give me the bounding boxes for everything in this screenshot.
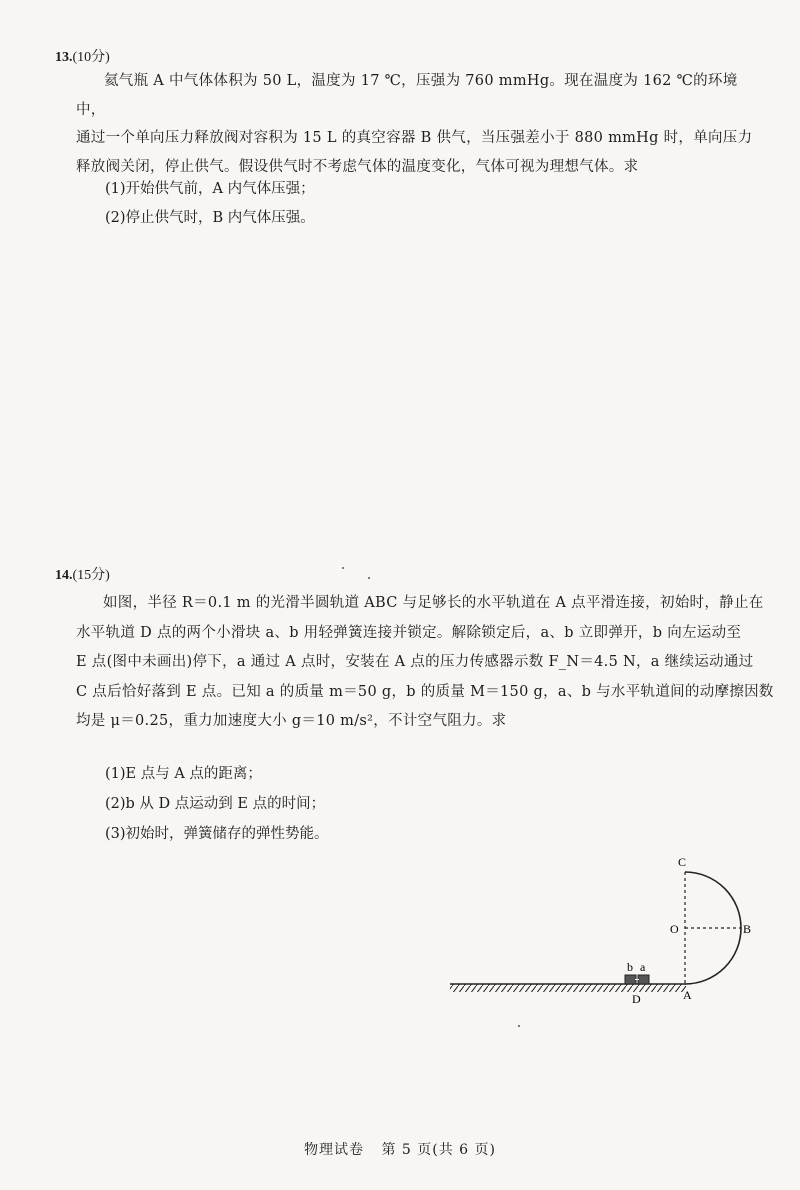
label-C: C [678,855,687,869]
block-a [638,975,649,984]
label-A: A [683,988,692,1002]
ground-hatch [450,984,686,992]
page-footer [0,1139,800,1159]
q13-sub-1: (1)开始供气前，A 内气体压强； [105,181,315,197]
q13-paragraph [76,67,766,181]
label-b: b [627,960,633,974]
q14-line-2: 水平轨道 D 点的两个小滑块 a、b 用轻弹簧连接并锁定。解除锁定后，a、b 立即弹开，b 向左运动至 [76,624,742,641]
scan-speck [342,567,344,569]
q14-line-1: 如图，半径 R＝0.1 m 的光滑半圆轨道 ABC 与足够长的水平轨道在 A 点平滑连接，初始时，静止在 [103,595,764,611]
footer-subject: 物理试卷 [304,1142,364,1158]
label-B: B [743,922,752,936]
q14-sub-1: (1)E 点与 A 点的距离； [105,766,262,782]
scan-speck [518,1025,520,1027]
label-D: D [632,992,641,1006]
footer-page-number: 第 5 页(共 6 页) [381,1142,496,1158]
block-b [625,975,636,984]
q14-sub-3: (3)初始时，弹簧储存的弹性势能。 [105,826,329,842]
q14-paragraph [76,589,776,737]
q14-line-4: C 点后恰好落到 E 点。已知 a 的质量 m＝50 g，b 的质量 M＝150 g，a、b 与水平轨道间的动摩擦因数 [76,683,774,700]
scan-speck [368,577,370,579]
q13-points: (10分) [72,50,110,65]
q13-line-3: 释放阀关闭，停止供气。假设供气时不考虑气体的温度变化，气体可视为理想气体。求 [76,158,639,175]
q13-line-1: 氦气瓶 A 中气体体积为 50 L，温度为 17 ℃，压强为 760 mmHg。现在温度为 162 ℃的环境中， [76,73,738,118]
track-diagram [440,850,770,1020]
q14-sub-2: (2)b 从 D 点运动到 E 点的时间； [105,796,326,812]
q14-line-3: E 点(图中未画出)停下，a 通过 A 点时，安装在 A 点的压力传感器示数 F_N＝4.5 N，a 继续运动通过 [76,654,754,670]
q13-header [55,46,110,66]
q14-header [55,564,110,584]
q13-sub-2: (2)停止供气时，B 内气体压强。 [105,210,315,226]
label-a: a [640,960,646,974]
q14-number: 14. [55,568,73,583]
label-O: O [670,922,679,936]
q13-line-2: 通过一个单向压力释放阀对容积为 15 L 的真空容器 B 供气，当压强差小于 880 mmHg 时，单向压力 [76,130,753,146]
q14-points: (15分) [72,568,110,583]
q14-line-5: 均是 μ＝0.25，重力加速度大小 g＝10 m/s²，不计空气阻力。求 [76,713,507,729]
q13-number: 13. [55,50,73,65]
